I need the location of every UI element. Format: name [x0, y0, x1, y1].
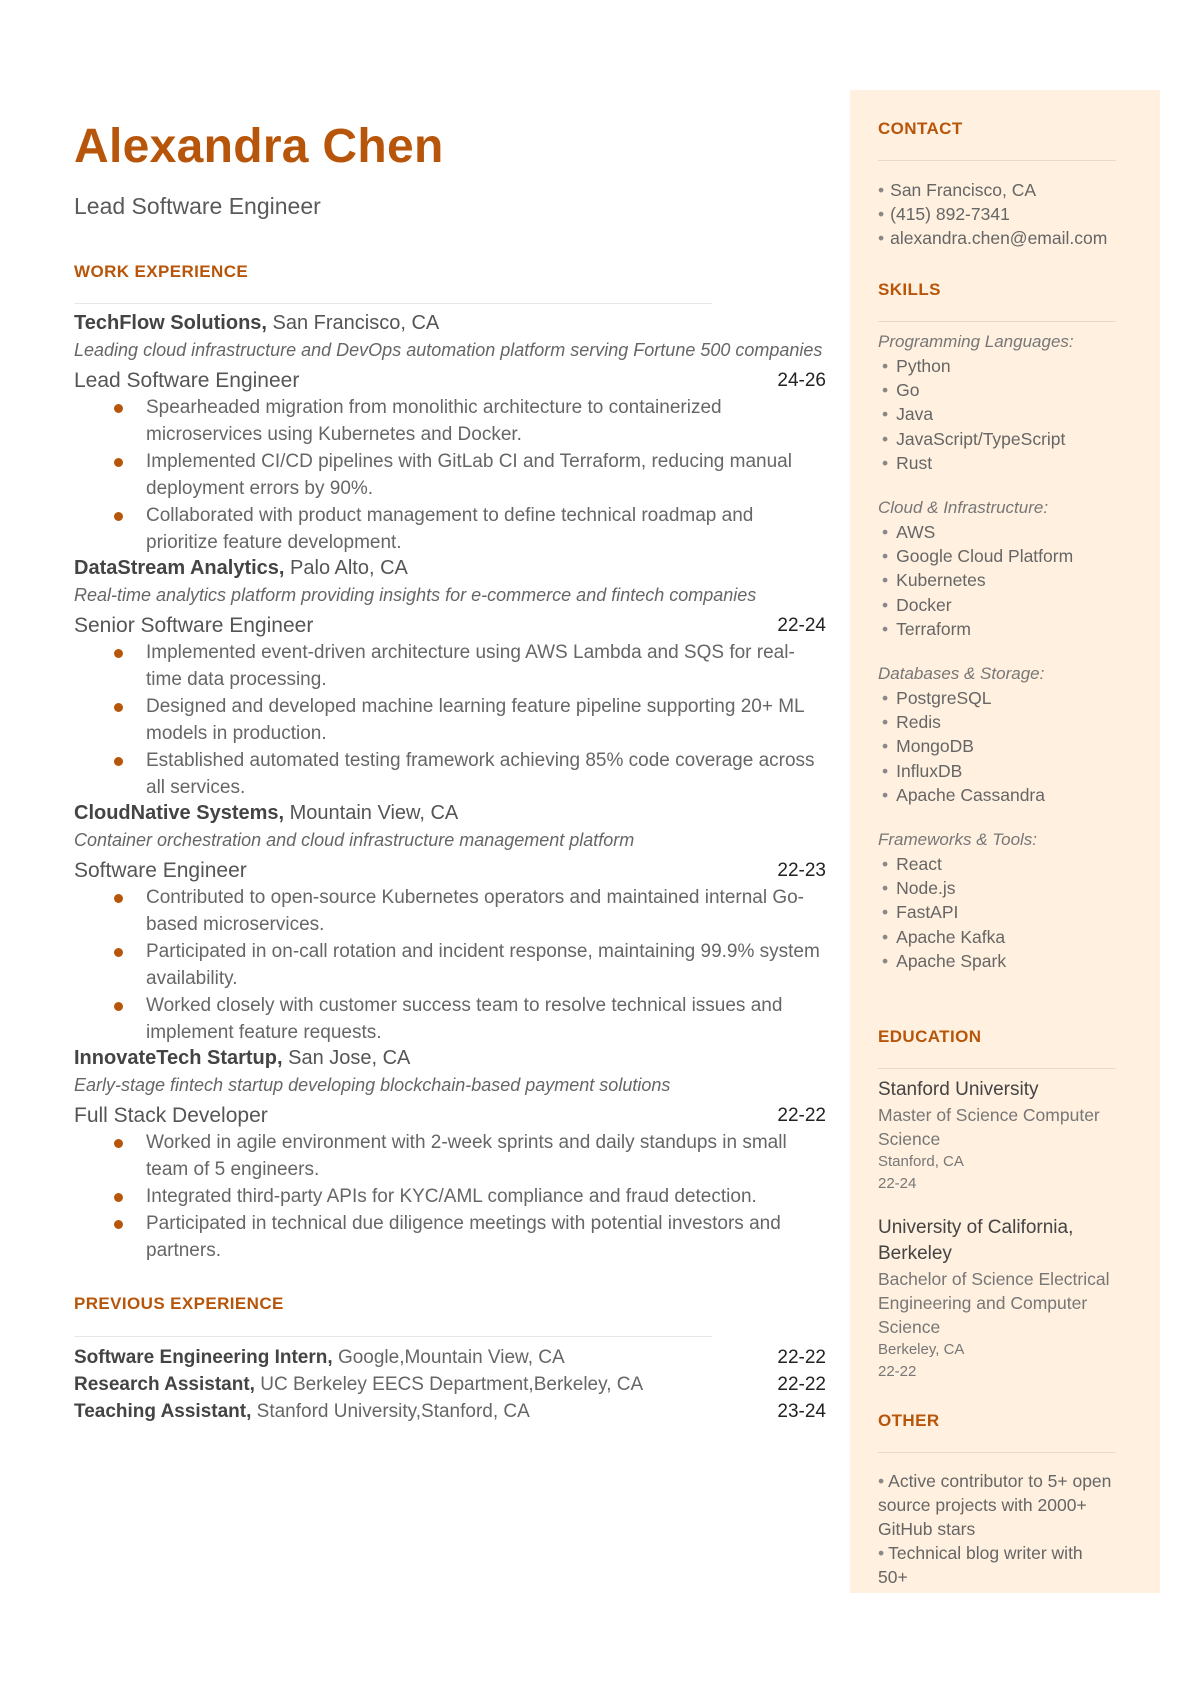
skill-name: Go: [896, 380, 920, 401]
bullet-dot-icon: [114, 894, 123, 903]
bullet-icon: •: [882, 926, 889, 947]
work-experience-heading: WORK EXPERIENCE: [74, 262, 249, 281]
role-dates: 24-26: [777, 370, 826, 391]
role-title: Software Engineer: [74, 859, 247, 882]
achievement-text: Implemented event-driven architecture using AWS Lambda and SQS for real-time data processing.: [146, 642, 795, 690]
contact-text: alexandra.chen@email.com: [890, 228, 1108, 248]
skill-item: [878, 427, 1114, 451]
bullet-icon: •: [882, 878, 889, 899]
bullet-dot-icon: [114, 404, 123, 413]
bullet-icon: •: [882, 902, 889, 923]
company-line: [74, 556, 826, 580]
skill-category: Programming Languages:: [878, 332, 1074, 351]
bullet-icon: •: [882, 712, 889, 733]
skill-item: [878, 568, 1114, 592]
contact-text: San Francisco, CA: [890, 180, 1037, 200]
skill-category: Cloud & Infrastructure:: [878, 498, 1049, 518]
previous-role-line: [74, 1344, 565, 1371]
previous-experience-list: [74, 1344, 826, 1425]
bullet-icon: •: [882, 356, 889, 376]
education-entry: [878, 1077, 1114, 1195]
bullet-icon: •: [882, 784, 889, 805]
achievement-item: [74, 394, 826, 448]
skill-category: Databases & Storage:: [878, 664, 1045, 684]
bullet-icon: •: [882, 452, 889, 473]
achievement-text: Integrated third-party APIs for KYC/AML compliance and fraud detection.: [146, 1186, 757, 1207]
other-divider: [878, 1452, 1116, 1453]
role-dates: 22-24: [777, 615, 826, 636]
previous-org: UC Berkeley EECS Department,Berkeley, CA: [260, 1374, 644, 1395]
bullet-dot-icon: [114, 512, 123, 521]
achievement-list: [74, 1129, 826, 1264]
skill-name: Java: [896, 404, 934, 425]
achievement-text: Participated in technical due diligence meetings with potential investors and partners.: [146, 1213, 781, 1261]
bullet-dot-icon: [114, 649, 123, 658]
company-description: Container orchestration and cloud infrastructure management platform: [74, 830, 635, 850]
role-title: Senior Software Engineer: [74, 614, 314, 637]
skill-item: [878, 900, 1114, 924]
bullet-dot-icon: [114, 458, 123, 467]
contact-item: [878, 226, 1114, 250]
bullet-icon: •: [882, 546, 889, 567]
bullet-icon: •: [878, 228, 885, 248]
previous-experience-item: [74, 1398, 826, 1425]
education-school: University of California, Berkeley: [878, 1217, 1074, 1265]
skill-item: [878, 759, 1114, 783]
contact-item: [878, 202, 1114, 226]
previous-role-line: [74, 1398, 530, 1425]
company-line: [74, 801, 826, 825]
achievement-item: [74, 1210, 826, 1264]
role-title: Lead Software Engineer: [74, 369, 300, 392]
bullet-dot-icon: [114, 948, 123, 957]
bullet-icon: •: [882, 688, 889, 709]
skill-name: Docker: [896, 594, 952, 615]
bullet-dot-icon: [114, 703, 123, 712]
skills-heading: SKILLS: [878, 280, 941, 299]
skill-category: Frameworks & Tools:: [878, 830, 1038, 850]
previous-dates: 22-22: [777, 1347, 826, 1368]
company-description: Leading cloud infrastructure and DevOps automation platform serving Fortune 500 companies: [74, 340, 823, 360]
skill-item: [878, 686, 1114, 710]
main-column: [74, 118, 826, 1425]
job-entry: [74, 556, 826, 801]
skill-name: InfluxDB: [896, 760, 963, 781]
bullet-icon: •: [882, 428, 889, 449]
skill-item: [878, 378, 1114, 402]
achievement-list: [74, 884, 826, 1046]
previous-experience-item: [74, 1344, 826, 1371]
skill-item: [878, 544, 1114, 568]
skill-name: Apache Kafka: [896, 926, 1006, 947]
other-text: Technical blog writer with 50+: [878, 1543, 1083, 1588]
bullet-icon: •: [882, 854, 889, 875]
previous-role: Software Engineering Intern,: [74, 1347, 333, 1368]
skill-item: [878, 451, 1114, 475]
education-school: Stanford University: [878, 1079, 1039, 1101]
education-location: Berkeley, CA: [878, 1341, 965, 1359]
company-location: Palo Alto, CA: [290, 557, 408, 579]
achievement-item: [74, 502, 826, 556]
candidate-name: Alexandra Chen: [74, 120, 444, 173]
previous-org: Google,Mountain View, CA: [337, 1347, 565, 1368]
skill-name: Kubernetes: [896, 570, 986, 591]
previous-dates: 23-24: [777, 1401, 826, 1422]
education-dates: 22-22: [878, 1363, 917, 1381]
skill-item: [878, 593, 1114, 617]
education-divider: [878, 1068, 1116, 1069]
bullet-icon: •: [882, 404, 889, 425]
company-name: DataStream Analytics,: [74, 557, 285, 579]
bullet-dot-icon: [114, 1220, 123, 1229]
skill-name: React: [896, 854, 942, 875]
skill-group: [878, 496, 1114, 641]
previous-experience-heading: PREVIOUS EXPERIENCE: [74, 1294, 284, 1313]
previous-dates: 22-22: [777, 1374, 826, 1395]
bullet-icon: •: [882, 760, 889, 781]
company-line: [74, 1046, 826, 1070]
education-dates: 22-24: [878, 1175, 917, 1193]
achievement-item: [74, 1129, 826, 1183]
achievement-item: [74, 884, 826, 938]
achievement-list: [74, 639, 826, 801]
achievement-item: [74, 448, 826, 502]
achievement-item: [74, 992, 826, 1046]
bullet-icon: •: [882, 950, 889, 971]
education-degree: Master of Science Computer Science: [878, 1105, 1100, 1150]
contact-divider: [878, 160, 1116, 161]
bullet-dot-icon: [114, 1002, 123, 1011]
job-entry: [74, 801, 826, 1046]
skill-name: MongoDB: [896, 736, 974, 757]
achievement-text: Worked closely with customer success team to resolve technical issues and implement feature requests.: [146, 995, 783, 1043]
bullet-icon: •: [882, 736, 889, 757]
achievement-item: [74, 693, 826, 747]
role-row: [74, 613, 826, 639]
skill-name: Apache Spark: [896, 950, 1007, 971]
bullet-icon: •: [882, 570, 889, 591]
company-name: CloudNative Systems,: [74, 802, 285, 824]
company-location: San Francisco, CA: [272, 312, 440, 334]
skill-name: Redis: [896, 712, 941, 733]
work-experience-list: [74, 311, 826, 1264]
bullet-dot-icon: [114, 757, 123, 766]
bullet-dot-icon: [114, 1193, 123, 1202]
bullet-icon: •: [878, 204, 885, 224]
education-list: [878, 1077, 1114, 1383]
bullet-icon: •: [882, 522, 889, 543]
bullet-icon: •: [878, 180, 885, 200]
company-description: Early-stage fintech startup developing blockchain-based payment solutions: [74, 1075, 671, 1095]
achievement-text: Worked in agile environment with 2-week sprints and daily standups in small team of 5 engineers.: [146, 1132, 787, 1180]
role-title: Full Stack Developer: [74, 1104, 268, 1127]
achievement-item: [74, 747, 826, 801]
bullet-dot-icon: [114, 1139, 123, 1148]
skill-item: [878, 852, 1114, 876]
achievement-text: Spearheaded migration from monolithic architecture to containerized microservices using Kubernetes and Docker.: [146, 397, 722, 445]
skill-group: [878, 662, 1114, 807]
education-degree: Bachelor of Science Electrical Engineering and Computer Science: [878, 1269, 1110, 1338]
company-description: Real-time analytics platform providing insights for e-commerce and fintech companies: [74, 585, 757, 605]
other-item: [878, 1469, 1114, 1541]
sidebar: [850, 90, 1160, 1593]
skill-item: [878, 734, 1114, 758]
achievement-item: [74, 1183, 826, 1210]
company-line: [74, 311, 826, 335]
skill-item: [878, 402, 1114, 426]
achievement-text: Collaborated with product management to define technical roadmap and prioritize feature development.: [146, 505, 754, 553]
achievement-item: [74, 938, 826, 992]
bullet-icon: •: [882, 380, 889, 401]
role-row: [74, 368, 826, 394]
skill-name: AWS: [896, 522, 936, 543]
role-dates: 22-22: [777, 1105, 826, 1126]
job-entry: [74, 1046, 826, 1264]
achievement-text: Designed and developed machine learning feature pipeline supporting 20+ ML models in production.: [146, 696, 804, 744]
skill-name: PostgreSQL: [896, 688, 992, 709]
skill-name: Python: [896, 356, 951, 376]
skill-item: [878, 617, 1114, 641]
skill-item: [878, 710, 1114, 734]
skill-group: [878, 330, 1114, 475]
education-heading: EDUCATION: [878, 1027, 982, 1047]
achievement-text: Participated in on-call rotation and incident response, maintaining 99.9% system availability.: [146, 941, 820, 989]
skills-list: [878, 330, 1114, 973]
previous-role: Research Assistant,: [74, 1374, 255, 1395]
job-entry: [74, 311, 826, 556]
role-row: [74, 858, 826, 884]
previous-org: Stanford University,Stanford, CA: [256, 1401, 530, 1422]
bullet-icon: •: [882, 618, 889, 639]
skill-name: Rust: [896, 452, 933, 473]
company-location: Mountain View, CA: [289, 802, 459, 824]
company-location: San Jose, CA: [288, 1047, 411, 1069]
other-item: [878, 1541, 1114, 1589]
work-divider: [74, 303, 712, 304]
candidate-title: Lead Software Engineer: [74, 193, 321, 219]
skill-item: [878, 949, 1114, 973]
skills-divider: [878, 321, 1116, 322]
company-name: InnovateTech Startup,: [74, 1047, 283, 1069]
contact-list: [878, 178, 1114, 250]
role-dates: 22-23: [777, 860, 826, 881]
previous-experience-item: [74, 1371, 826, 1398]
previous-role-line: [74, 1371, 643, 1398]
previous-role: Teaching Assistant,: [74, 1401, 252, 1422]
skill-name: Terraform: [896, 618, 972, 639]
other-text: Active contributor to 5+ open source projects with 2000+ GitHub stars: [878, 1471, 1112, 1540]
skill-group: [878, 828, 1114, 973]
skill-name: JavaScript/TypeScript: [896, 428, 1066, 449]
skill-item: [878, 354, 1114, 378]
bullet-icon: •: [878, 1471, 885, 1492]
skill-name: Apache Cassandra: [896, 784, 1045, 805]
skill-item: [878, 520, 1114, 544]
other-heading: OTHER: [878, 1411, 940, 1431]
skill-item: [878, 783, 1114, 807]
contact-heading: CONTACT: [878, 119, 963, 138]
role-row: [74, 1103, 826, 1129]
skill-name: Node.js: [896, 878, 956, 899]
achievement-item: [74, 639, 826, 693]
education-location: Stanford, CA: [878, 1153, 964, 1171]
achievement-text: Established automated testing framework achieving 85% code coverage across all services.: [146, 750, 815, 798]
achievement-text: Contributed to open-source Kubernetes operators and maintained internal Go-based microservices.: [146, 887, 805, 935]
bullet-icon: •: [882, 594, 889, 615]
skill-name: Google Cloud Platform: [896, 546, 1074, 567]
skill-name: FastAPI: [896, 902, 959, 923]
company-name: TechFlow Solutions,: [74, 312, 267, 334]
previous-divider: [74, 1336, 712, 1337]
achievement-list: [74, 394, 826, 556]
other-list: [878, 1469, 1114, 1589]
skill-item: [878, 876, 1114, 900]
education-entry: [878, 1215, 1114, 1383]
contact-text: (415) 892-7341: [890, 204, 1010, 224]
achievement-text: Implemented CI/CD pipelines with GitLab CI and Terraform, reducing manual deployment errors by 90%.: [146, 451, 792, 499]
skill-item: [878, 925, 1114, 949]
contact-item: [878, 178, 1114, 202]
bullet-icon: •: [878, 1543, 885, 1564]
